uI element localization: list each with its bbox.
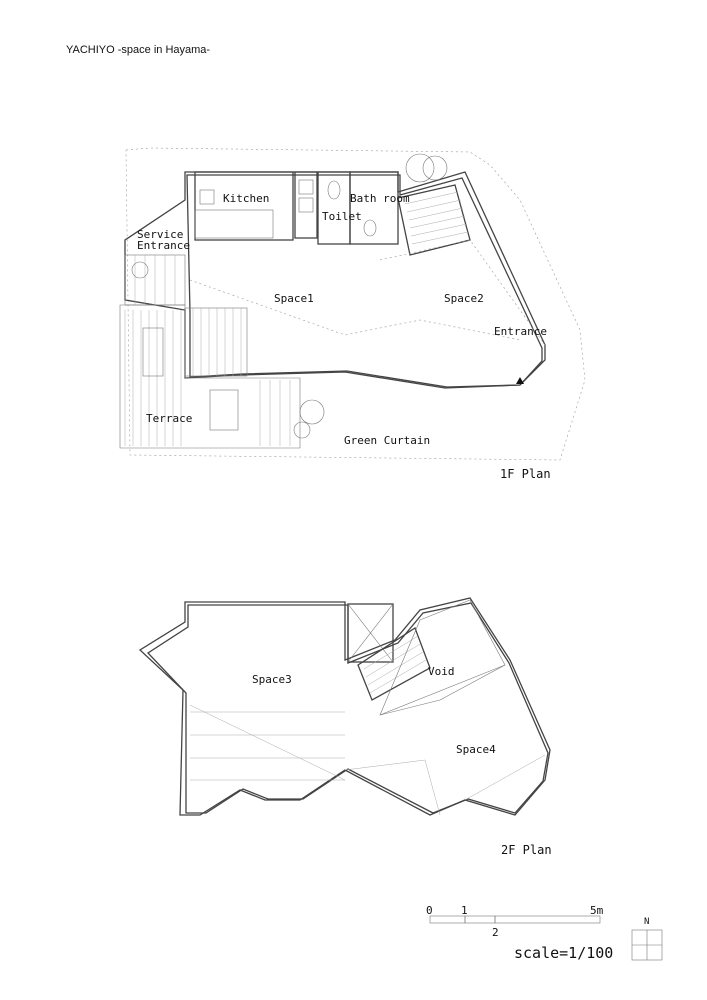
room-label-space4: Space4 <box>456 743 496 756</box>
toilet-bowl <box>328 181 340 199</box>
scale-ratio: scale=1/100 <box>514 944 614 962</box>
room-label-green-curtain: Green Curtain <box>344 434 431 447</box>
scale-tick-0: 0 <box>426 904 433 917</box>
room-label-toilet: Toilet <box>322 210 362 223</box>
room-label-entrance: Entrance <box>494 325 547 338</box>
room-label-service-1: Service <box>137 228 184 241</box>
entrance-arrow-icon <box>516 377 524 384</box>
storage-column <box>295 172 317 238</box>
north-label: N <box>644 917 650 927</box>
scale-tick-1: 1 <box>461 904 468 917</box>
room-label-space3: Space3 <box>252 673 292 686</box>
room-label-bathroom: Bath room <box>350 192 410 205</box>
scale-tick-2: 2 <box>492 926 499 939</box>
room-label-space2: Space2 <box>444 292 484 305</box>
scale-segment-3 <box>495 916 600 923</box>
kitchen-outline <box>195 172 293 240</box>
room-label-terrace: Terrace <box>146 412 193 425</box>
storage-box-1 <box>299 180 313 194</box>
space-division-line <box>190 280 520 340</box>
building-outline-inner <box>187 175 542 387</box>
drawing-title: YACHIYO -space in Hayama- <box>66 44 211 56</box>
kitchen-counter <box>195 210 273 238</box>
room-label-space1: Space1 <box>274 292 314 305</box>
slat-area-2f <box>190 705 545 815</box>
terrace-table-1 <box>143 328 163 376</box>
caption-2f: 2F Plan <box>501 843 552 857</box>
kitchen-sink <box>200 190 214 204</box>
caption-1f: 1F Plan <box>500 467 551 481</box>
scale-segment-2 <box>465 916 495 923</box>
scale-tick-5: 5m <box>590 904 604 917</box>
storage-box-2 <box>299 198 313 212</box>
tree-2 <box>423 156 447 180</box>
terrace-decking <box>185 308 247 376</box>
tree-3 <box>300 400 324 424</box>
wash-basin <box>364 220 376 236</box>
scale-segment-1 <box>430 916 465 923</box>
plan-2f <box>140 598 550 815</box>
tree-4 <box>294 422 310 438</box>
toilet-outline <box>318 172 350 244</box>
bathroom-outline <box>350 172 398 244</box>
room-label-void: Void <box>428 665 455 678</box>
tree-1 <box>406 154 434 182</box>
room-label-kitchen: Kitchen <box>223 192 270 205</box>
service-deck-boards <box>135 255 175 305</box>
terrace-table-2 <box>210 390 238 430</box>
room-label-service-2: Entrance <box>137 239 190 252</box>
tree-5 <box>132 262 148 278</box>
void-outline <box>380 600 505 715</box>
